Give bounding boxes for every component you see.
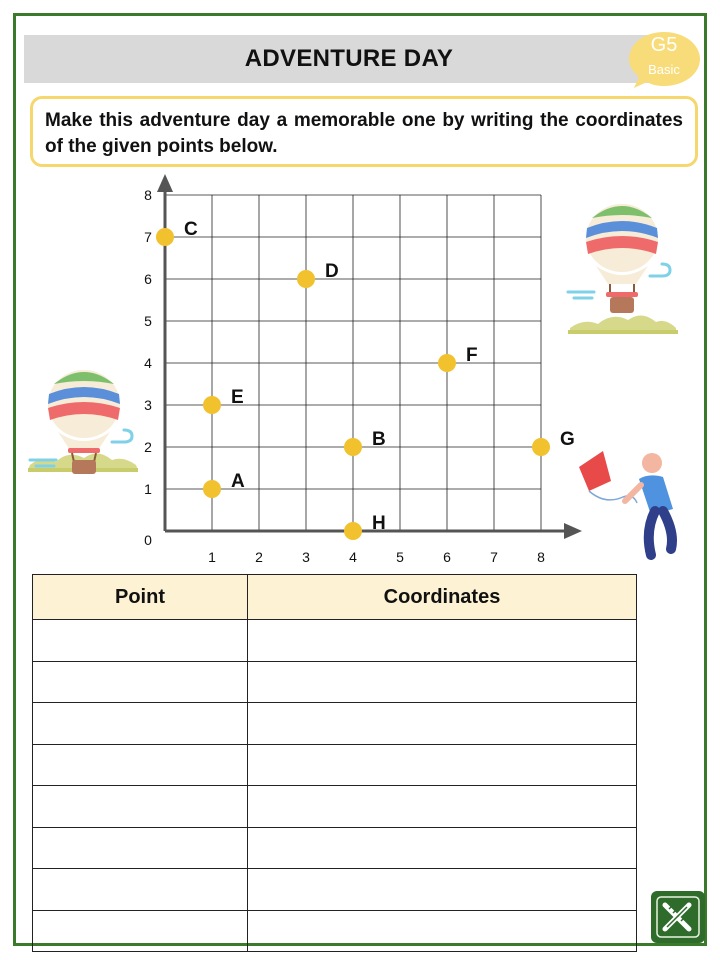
pencil-ruler-icon — [651, 891, 705, 943]
point-label-b: B — [372, 429, 386, 450]
coordinates-cell[interactable] — [248, 744, 637, 786]
coordinates-cell[interactable] — [248, 703, 637, 745]
header-coordinates: Coordinates — [248, 575, 637, 620]
point-cell[interactable] — [33, 703, 248, 745]
y-axis-arrow-icon — [157, 174, 173, 192]
hot-air-balloon-icon — [28, 370, 140, 510]
point-cell[interactable] — [33, 786, 248, 828]
y-tick-label: 3 — [144, 397, 152, 413]
table-header-row — [33, 575, 637, 620]
logo — [651, 891, 705, 943]
point-marker-a — [203, 480, 221, 498]
x-tick-label: 2 — [255, 549, 263, 565]
x-tick-label: 4 — [349, 549, 357, 565]
point-label-c: C — [184, 219, 198, 240]
plotted-points — [156, 219, 575, 540]
kite-kid-icon — [575, 445, 690, 570]
point-label-f: F — [466, 345, 478, 366]
grade-label: G5 — [650, 34, 678, 56]
x-tick-label: 8 — [537, 549, 545, 565]
point-label-e: E — [231, 387, 244, 408]
point-label-h: H — [372, 513, 386, 534]
y-tick-label: 8 — [144, 187, 152, 203]
point-cell[interactable] — [33, 827, 248, 869]
table-row — [33, 786, 637, 828]
point-marker-g — [532, 438, 550, 456]
point-cell[interactable] — [33, 910, 248, 952]
point-label-a: A — [231, 471, 245, 492]
x-tick-label: 7 — [490, 549, 498, 565]
grid-lines — [165, 195, 541, 531]
point-cell[interactable] — [33, 869, 248, 911]
point-cell[interactable] — [33, 744, 248, 786]
table-row — [33, 827, 637, 869]
point-label-g: G — [560, 429, 575, 450]
coordinates-cell[interactable] — [248, 661, 637, 703]
hot-air-balloon-icon — [562, 200, 680, 340]
axes — [157, 174, 582, 539]
x-tick-label: 1 — [208, 549, 216, 565]
coordinates-table — [32, 574, 637, 952]
coordinates-cell[interactable] — [248, 620, 637, 662]
point-marker-d — [297, 270, 315, 288]
table-row — [33, 744, 637, 786]
instruction-text: Make this adventure day a memorable one by writing the coordinates of the given points below. — [45, 110, 683, 157]
table-row — [33, 620, 637, 662]
table-row — [33, 661, 637, 703]
x-tick-label: 6 — [443, 549, 451, 565]
header-point: Point — [33, 575, 248, 620]
y-tick-label: 6 — [144, 271, 152, 287]
y-tick-label: 5 — [144, 313, 152, 329]
y-tick-label: 1 — [144, 481, 152, 497]
y-tick-label: 2 — [144, 439, 152, 455]
page-title: ADVENTURE DAY — [244, 45, 454, 72]
point-marker-e — [203, 396, 221, 414]
point-marker-b — [344, 438, 362, 456]
table-row — [33, 703, 637, 745]
coordinates-cell[interactable] — [248, 786, 637, 828]
point-marker-f — [438, 354, 456, 372]
y-tick-labels — [144, 187, 152, 548]
point-cell[interactable] — [33, 620, 248, 662]
point-label-d: D — [325, 261, 339, 282]
x-tick-label: 3 — [302, 549, 310, 565]
coordinates-cell[interactable] — [248, 910, 637, 952]
origin-label: 0 — [144, 532, 152, 548]
point-marker-c — [156, 228, 174, 246]
coordinates-cell[interactable] — [248, 869, 637, 911]
y-tick-label: 4 — [144, 355, 152, 371]
y-tick-label: 7 — [144, 229, 152, 245]
table-row — [33, 869, 637, 911]
x-tick-labels — [208, 549, 545, 565]
point-marker-h — [344, 522, 362, 540]
point-cell[interactable] — [33, 661, 248, 703]
x-tick-label: 5 — [396, 549, 404, 565]
table-row — [33, 910, 637, 952]
level-label: Basic — [648, 62, 680, 77]
coordinates-cell[interactable] — [248, 827, 637, 869]
table-body — [33, 620, 637, 952]
